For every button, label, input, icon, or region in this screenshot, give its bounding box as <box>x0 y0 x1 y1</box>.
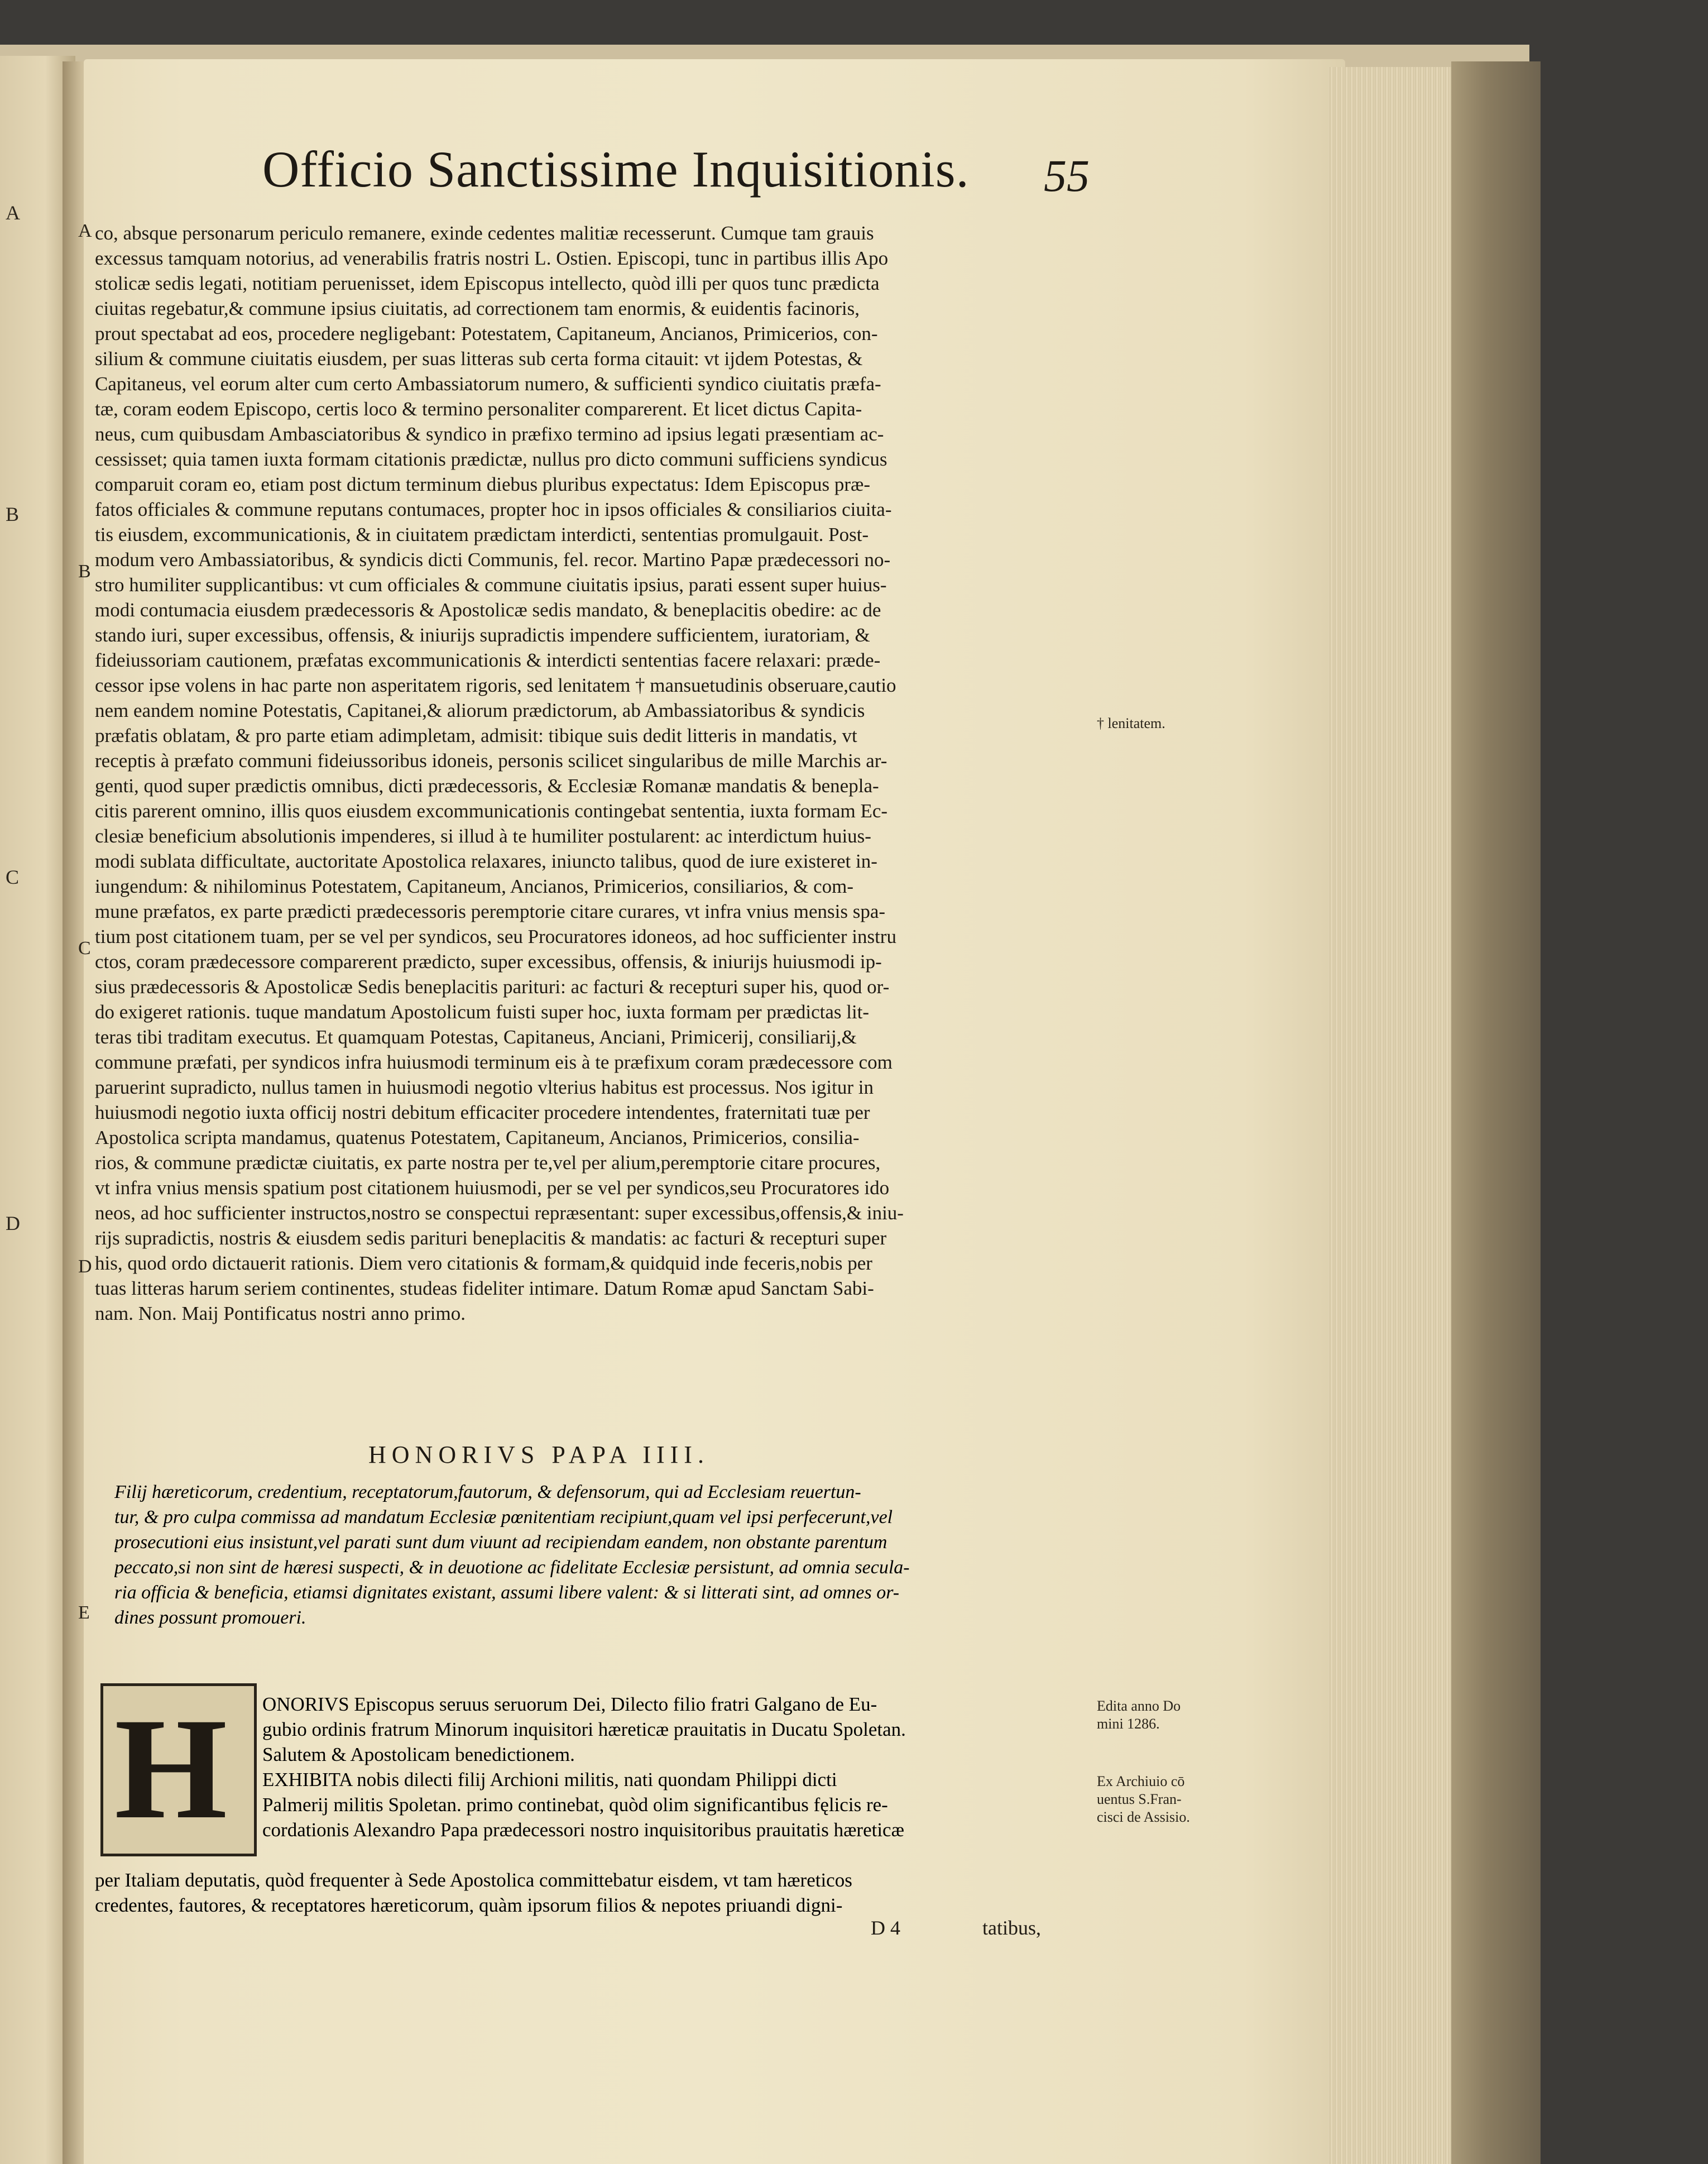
margin-letter: A <box>78 221 92 241</box>
letter-line: EXHIBITA nobis dilecti filij Archioni militis, nati quondam Philippi dicti <box>262 1769 837 1790</box>
letter-line: per Italiam deputatis, quòd frequenter à Sede Apostolica committebatur eisdem, vt tam hæreticos <box>95 1869 852 1891</box>
text-line: genti, quod super prædictis omnibus, dicti prædecessoris, & Ecclesiæ Romanæ mandatis & benepla- <box>95 775 879 797</box>
text-line: excessus tamquam notorius, ad venerabilis fratris nostri L. Ostien. Episcopi, tunc in partibus illis Apo <box>95 247 889 269</box>
text-line: silium & commune ciuitatis eiusdem, per suas litteras sub certa forma citauit: vt ijdem Potestas, & <box>95 348 863 370</box>
left-page-mark: B <box>6 503 20 525</box>
letter-line: Palmerij militis Spoletan. primo continebat, quòd olim significantibus fęlicis re- <box>262 1794 888 1816</box>
marginal-note-date <box>1097 1697 1181 1733</box>
text-line: ctos, coram prædecessore comparerent prædicto, super excessibus, offensis, & iniurijs huiusmodi ip- <box>95 951 882 973</box>
marginal-note-line: cisci de Assisio. <box>1097 1809 1190 1825</box>
text-line: commune præfati, per syndicos infra huiusmodi terminum eis à te præfixum coram prædecessore com <box>95 1051 893 1073</box>
text-line: ciuitas regebatur,& commune ipsius ciuitatis, ad correctionem tam enormis, & euidentis facinoris, <box>95 298 860 319</box>
text-line: modum vero Ambassiatoribus, & syndicis dicti Communis, fel. recor. Martino Papæ prædecessori no- <box>95 549 891 571</box>
text-line: teras tibi traditam executus. Et quamquam Potestas, Capitaneus, Anciani, Primicerij, consiliarij,& <box>95 1026 857 1048</box>
margin-letter: E <box>78 1602 90 1623</box>
summary-line: ria officia & beneficia, etiamsi dignitates existant, assumi libere valent: & si litterati sint, ad omnes or- <box>114 1582 900 1603</box>
text-line: neus, cum quibusdam Ambasciatoribus & syndico in præfixo termino ad ipsius legati præsentiam ac- <box>95 423 884 445</box>
marginal-note-source <box>1097 1773 1190 1826</box>
letter-line: cordationis Alexandro Papa prædecessori nostro inquisitoribus prauitatis hæreticæ <box>262 1819 904 1841</box>
letter-text-full-width <box>95 1868 1100 1918</box>
text-line: his, quod ordo dictauerit rationis. Diem vero citationis & formam,& quidquid inde feceris,nobis per <box>95 1252 872 1274</box>
main-text <box>95 221 1111 1326</box>
text-line: clesiæ beneficium absolutionis impenderes, si illud à te humiliter postularent: ac interdictum huius- <box>95 825 871 847</box>
marginal-note-line: mini 1286. <box>1097 1716 1160 1732</box>
text-line: co, absque personarum periculo remanere, exinde cedentes malitiæ recesserunt. Cumque tam grauis <box>95 222 874 244</box>
text-line: Capitaneus, vel eorum alter cum certo Ambassiatorum numero, & sufficienti syndico ciuitatis præfa- <box>95 373 881 395</box>
text-line: præfatis oblatam, & pro parte etiam adimpletam, admisit: tibique suis dedit litteris in mandatis, vt <box>95 725 857 746</box>
decorated-initial <box>100 1683 257 1856</box>
text-line: citis parerent omnino, illis quos eiusdem excommunicationis contingebat sententia, iuxta formam Ec- <box>95 800 888 822</box>
summary-line: prosecutioni eius insistunt,vel parati sunt dum viuunt ad recipiendam eandem, non obstante parentum <box>114 1532 887 1553</box>
text-line: vt infra vnius mensis spatium post citationem huiusmodi, per se vel per syndicos,seu Procuratores ido <box>95 1177 890 1199</box>
margin-letter: B <box>78 561 91 582</box>
text-line: neos, ad hoc sufficienter instructos,nostro se conspectui repræsentant: super excessibus,offensis,& iniu- <box>95 1202 904 1224</box>
summary-text <box>114 1480 1097 1630</box>
text-line: huiusmodi negotio iuxta officij nostri debitum efficaciter procedere intendentes, fraternitati tuæ per <box>95 1102 870 1123</box>
marginal-note-line: uentus S.Fran- <box>1097 1791 1182 1807</box>
text-line: tium post citationem tuam, per se vel per syndicos, seu Procuratores idoneos, ad hoc sufficienter instru <box>95 926 896 947</box>
marginal-note-line: Ex Archiuio cō <box>1097 1773 1185 1789</box>
summary-line: Filij hæreticorum, credentium, receptatorum,fautorum, & defensorum, qui ad Ecclesiam reuertun- <box>114 1482 861 1502</box>
letter-line: ONORIVS Episcopus seruus seruorum Dei, Dilecto filio fratri Galgano de Eu- <box>262 1693 877 1715</box>
margin-letter: D <box>78 1256 92 1277</box>
text-line: comparuit coram eo, etiam post dictum terminum diebus pluribus expectatus: Idem Episcopus præ- <box>95 473 870 495</box>
text-line: iungendum: & nihilominus Potestatem, Capitaneum, Ancianos, Primicerios, consiliarios, & com- <box>95 875 854 897</box>
text-line: stro humiliter supplicantibus: vt cum officiales & commune ciuitatis ipsius, parati essent super huius- <box>95 574 887 596</box>
text-line: nem eandem nomine Potestatis, Capitanei,& aliorum prædictorum, ab Ambassiatoribus & syndicis <box>95 700 865 721</box>
text-line: fideiussoriam cautionem, præfatas excommunicationis & interdicti sententias facere relaxari: præde- <box>95 649 881 671</box>
text-line: receptis à præfato communi fideiussoribus idoneis, personis scilicet singularibus de mille Marchis ar- <box>95 750 887 772</box>
text-line: stando iuri, super excessibus, offensis, & iniurijs supradictis impendere sufficientem, iuratoriam, & <box>95 624 870 646</box>
text-line: Apostolica scripta mandamus, quatenus Potestatem, Capitaneum, Ancianos, Primicerios, consilia- <box>95 1127 860 1148</box>
letter-text <box>262 1692 1100 1842</box>
text-line: sius prædecessoris & Apostolicæ Sedis beneplacitis pariturі: ac facturi & recepturi super his, quod or- <box>95 976 890 998</box>
catchword: tatibus, <box>982 1917 1041 1939</box>
left-page-mark: C <box>6 866 20 888</box>
text-line: paruerint supradicto, nullus tamen in huiusmodi negotio vlterius habitus est processus. Nos igitur in <box>95 1076 874 1098</box>
summary-line: dines possunt promoueri. <box>114 1607 306 1628</box>
page-fore-edge <box>1328 67 1462 2164</box>
text-line: mune præfatos, ex parte prædicti prædecessoris peremptorie citare curares, vt infra vnius mensis spa- <box>95 901 886 922</box>
summary-line: peccato,si non sint de hæresi suspecti, & in deuotione ac fidelitate Ecclesiæ persistunt, ad omnia secula- <box>114 1557 910 1578</box>
signature-mark: D 4 <box>871 1917 900 1939</box>
text-line: cessor ipse volens in hac parte non asperitatem rigoris, sed lenitatem † mansuetudinis obseruare,cautio <box>95 674 896 696</box>
text-line: tuas litteras harum seriem continentes, studeas fideliter intimare. Datum Romæ apud Sanctam Sabi- <box>95 1277 874 1299</box>
marginal-note-line: Edita anno Do <box>1097 1698 1181 1714</box>
book-edge-shadow <box>1451 61 1541 2164</box>
text-line: tis eiusdem, excommunicationis, & in ciuitatem prædictam interdicti, sententias promulgauit. Post- <box>95 524 869 545</box>
text-line: modi sublata difficultate, auctoritate Apostolica relaxares, iniuncto talibus, quod de iure existeret in- <box>95 850 877 872</box>
text-line: cessisset; quia tamen iuxta formam citationis prædictæ, nullus pro dicto communi sufficiens syndicus <box>95 448 887 470</box>
letter-line: Salutem & Apostolicam benedictionem. <box>262 1744 575 1765</box>
text-line: tæ, coram eodem Episcopo, certis loco & termino personaliter comparerent. Et licet dictus Capita- <box>95 398 862 420</box>
text-line: prout spectabat ad eos, procedere negligebant: Potestatem, Capitaneum, Ancianos, Primicerios, con- <box>95 323 878 344</box>
letter-line: credentes, fautores, & receptatores hæreticorum, quàm ipsorum filios & nepotes priuandi digni- <box>95 1894 843 1916</box>
marginal-note: † lenitatem. <box>1097 715 1165 731</box>
text-line: rijs supradictis, nostris & eiusdem sedis pariturі beneplacitis & mandatis: ac facturi & recepturi super <box>95 1227 887 1249</box>
text-line: rios, & commune prædictæ ciuitatis, ex parte nostra per te,vel per alium,peremptorie citare procures, <box>95 1152 881 1174</box>
text-line: do exigeret rationis. tuque mandatum Apostolicum fuisti super hoc, iuxta formam per prædictas lit- <box>95 1001 870 1023</box>
text-line: stolicæ sedis legati, notitiam peruenisset, idem Episcopus intellecto, quòd illi per quos tunc prædicta <box>95 272 880 294</box>
section-heading: HONORIVS PAPA IIII. <box>368 1441 709 1468</box>
margin-letter: C <box>78 938 91 959</box>
left-page-mark: A <box>6 202 20 224</box>
initial-letter: H <box>114 1688 228 1849</box>
text-line: fatos officiales & commune reputans contumaces, propter hoc in ipsos officiales & consiliarios ciuita- <box>95 499 892 520</box>
left-page-mark: D <box>6 1212 20 1234</box>
text-line: nam. Non. Maij Pontificatus nostri anno primo. <box>95 1303 466 1324</box>
letter-line: gubio ordinis fratrum Minorum inquisitori hæreticæ prauitatis in Ducatu Spoletan. <box>262 1718 906 1740</box>
page-number: 55 <box>1044 150 1090 201</box>
text-line: modi contumacia eiusdem prædecessoris & Apostolicæ sedis mandato, & beneplacitis obedire: ac de <box>95 599 881 621</box>
summary-line: tur, & pro culpa commissa ad mandatum Ecclesiæ pœnitentiam recipiunt,quam vel ipsi perfecerunt,vel <box>114 1507 893 1528</box>
running-header: Officio Sanctissime Inquisitionis. <box>262 141 970 198</box>
